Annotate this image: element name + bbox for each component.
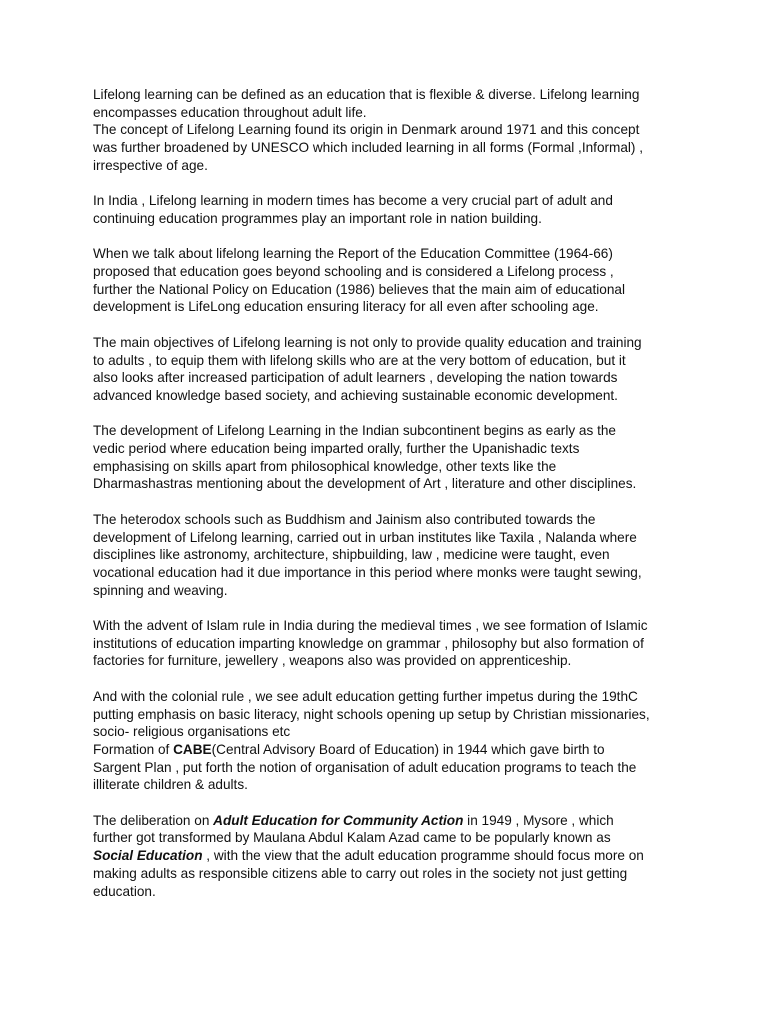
text-line: And with the colonial rule , we see adult education getting further impetus during the 19thC (93, 688, 638, 704)
text-line: making adults as responsible citizens able to carry out roles in the society not just getting (93, 865, 628, 881)
paragraph-deliberation (93, 812, 683, 901)
text-line: In India , Lifelong learning in modern times has become a very crucial part of adult and (93, 193, 613, 209)
text-line: The heterodox schools such as Buddhism and Jainism also contributed towards the (93, 511, 596, 527)
text-line: irrespective of age. (93, 157, 208, 173)
text-line: disciplines like astronomy, architecture, shipbuilding, law , medicine were taught, even (93, 547, 610, 563)
text-line: Sargent Plan , put forth the notion of organisation of adult education programs to teach the (93, 759, 637, 775)
text-line: also looks after increased participation of adult learners , developing the nation towards (93, 370, 618, 386)
text-line: With the advent of Islam rule in India during the medieval times , we see formation of Islamic (93, 618, 648, 633)
text-line: Lifelong learning can be defined as an education that is flexible & diverse. Lifelong learning (93, 87, 640, 102)
text-line: putting emphasis on basic literacy, night schools opening up setup by Christian missionaries, (93, 706, 650, 722)
cabe-prefix: Formation of (93, 741, 174, 757)
text-line: education. (93, 883, 156, 899)
paragraph (93, 192, 683, 227)
text-line: factories for furniture, jewellery , weapons also was provided on apprenticeship. (93, 653, 572, 669)
paragraph-group (93, 86, 683, 670)
text-line: Dharmashastras mentioning about the development of Art , literature and other disciplines. (93, 476, 637, 492)
text-line (93, 812, 683, 830)
text-line: institutions of education imparting knowledge on grammar , philosophy but also formation of (93, 635, 644, 651)
text-line: development of Lifelong learning, carried out in urban institutes like Taxila , Nalanda where (93, 529, 637, 545)
text-line: proposed that education goes beyond schooling and is considered a Lifelong process , (93, 264, 614, 279)
text-line: advanced knowledge based society, and achieving sustainable economic development. (93, 387, 618, 403)
paragraph-colonial-rule (93, 688, 683, 794)
paragraph (93, 86, 683, 175)
document-page (93, 86, 683, 918)
emphasis-social-education: Social Education (93, 848, 203, 864)
paragraph (93, 511, 683, 600)
text-line: continuing education programmes play an important role in nation building. (93, 210, 542, 226)
cabe-description: (Central Advisory Board of Education) in 1944 which gave birth to (211, 741, 605, 757)
text-line (93, 847, 683, 865)
text-line: development is LifeLong education ensuring literacy for all even after schooling age. (93, 299, 599, 315)
text-line: emphasising on skills apart from philosophical knowledge, other texts like the (93, 458, 557, 474)
paragraph (93, 617, 683, 670)
text-line: encompasses education throughout adult life. (93, 104, 367, 120)
text-line (93, 741, 683, 759)
paragraph (93, 245, 683, 316)
cabe-acronym: CABE (173, 741, 212, 757)
text-line: was further broadened by UNESCO which included learning in all forms (Formal ,Informal) , (93, 140, 644, 156)
paragraph (93, 422, 683, 493)
text-line: spinning and weaving. (93, 582, 228, 598)
text-line: to adults , to equip them with lifelong skills who are at the very bottom of education, but it (93, 352, 626, 368)
text-line: vocational education had it due importance in this period where monks were taught sewing, (93, 564, 642, 580)
deliberation-prefix: The deliberation on (93, 812, 214, 828)
emphasis-adult-education: Adult Education for Community Action (213, 812, 464, 828)
deliberation-after2: , with the view that the adult education programme should focus more on (202, 848, 644, 864)
text-line: The main objectives of Lifelong learning is not only to provide quality education and training (93, 334, 642, 350)
text-line: When we talk about lifelong learning the Report of the Education Committee (1964-66) (93, 246, 613, 262)
text-line: further the National Policy on Education (1986) believes that the main aim of educational (93, 281, 625, 297)
text-line: The development of Lifelong Learning in the Indian subcontinent begins as early as the (93, 423, 616, 439)
text-line: socio- religious organisations etc (93, 724, 291, 740)
deliberation-after1: in 1949 , Mysore , which (463, 812, 614, 828)
text-line: further got transformed by Maulana Abdul Kalam Azad came to be popularly known as (93, 830, 611, 846)
text-line: illiterate children & adults. (93, 777, 248, 793)
text-line: vedic period where education being imparted orally, further the Upanishadic texts (93, 441, 580, 456)
text-line: The concept of Lifelong Learning found its origin in Denmark around 1971 and this concept (93, 122, 640, 138)
paragraph (93, 334, 683, 405)
